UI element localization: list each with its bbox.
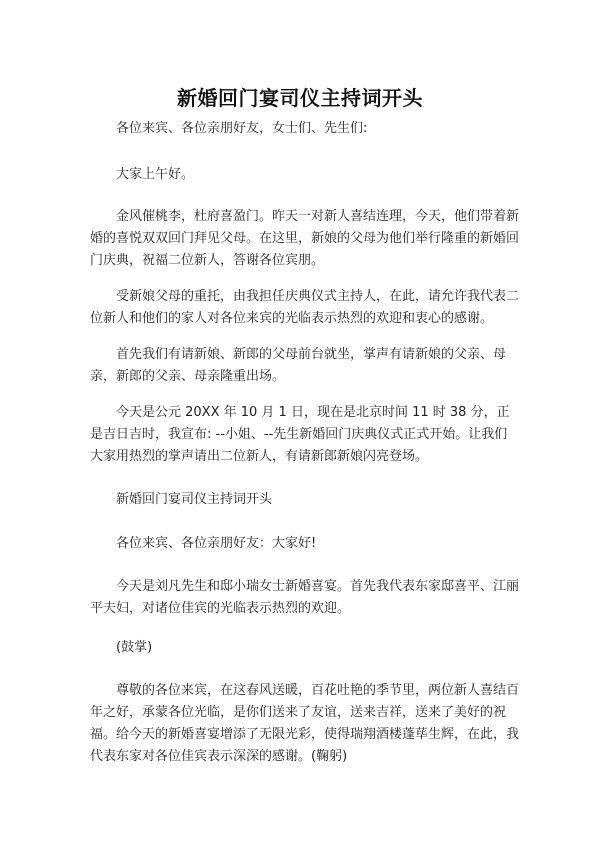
paragraph-banquet-welcome: 今天是刘凡先生和邸小瑞女士新婚喜宴。首先我代表东家邸喜平、江丽平夫妇，对诸位佳宾的光临表示热烈的欢迎。 — [90, 579, 520, 616]
paragraph-opening: 金风催桃李，杜府喜盈门。昨天一对新人喜结连理，今天，他们带着新婚的喜悦双双回门拜见父母。在这里，新娘的父母为他们举行隆重的新婚回门庆典，祝福二位新人，答谢各位宾朋。 — [90, 209, 520, 268]
paragraph-subtitle: 新婚回门宴司仪主持词开头 — [116, 492, 273, 507]
document-title: 新婚回门宴司仪主持词开头 — [177, 86, 423, 110]
paragraph-applause: (鼓掌) — [116, 640, 153, 655]
paragraph-thanks: 尊敬的各位来宾，在这春风送暖，百花吐艳的季节里，两位新人喜结百年之好，承蒙各位光临，是你们送来了友谊，送来吉祥，送来了美好的祝福。给今天的新婚喜宴增添了无限光彩，使得瑞翔酒楼蓬荜生辉，在此，我代表东家对各位佳宾表示深深的感谢。(鞠躬) — [90, 683, 520, 764]
paragraph-parents: 首先我们有请新娘、新郎的父母前台就坐，掌声有请新娘的父亲、母亲，新郎的父亲、母亲隆重出场。 — [90, 347, 507, 384]
paragraph-ceremony-start: 今天是公元 20XX 年 10 月 1 日，现在是北京时间 11 时 38 分，正是吉日吉时，我宣布: --小姐、--先生新婚回门庆典仪式正式开始。让我们大家用热烈的掌声请出二位新人，有请新郎新娘闪亮登场。 — [90, 405, 510, 464]
paragraph-greeting: 各位来宾、各位亲朋好友，女士们、先生们: — [116, 121, 368, 136]
paragraph-greeting-2: 各位来宾、各位亲朋好友：大家好! — [116, 536, 317, 551]
paragraph-host-intro: 受新娘父母的重托，由我担任庆典仪式主持人，在此，请允许我代表二位新人和他们的家人对各位来宾的光临表示热烈的欢迎和衷心的感谢。 — [90, 289, 520, 326]
paragraph-good-morning: 大家上午好。 — [116, 167, 195, 182]
